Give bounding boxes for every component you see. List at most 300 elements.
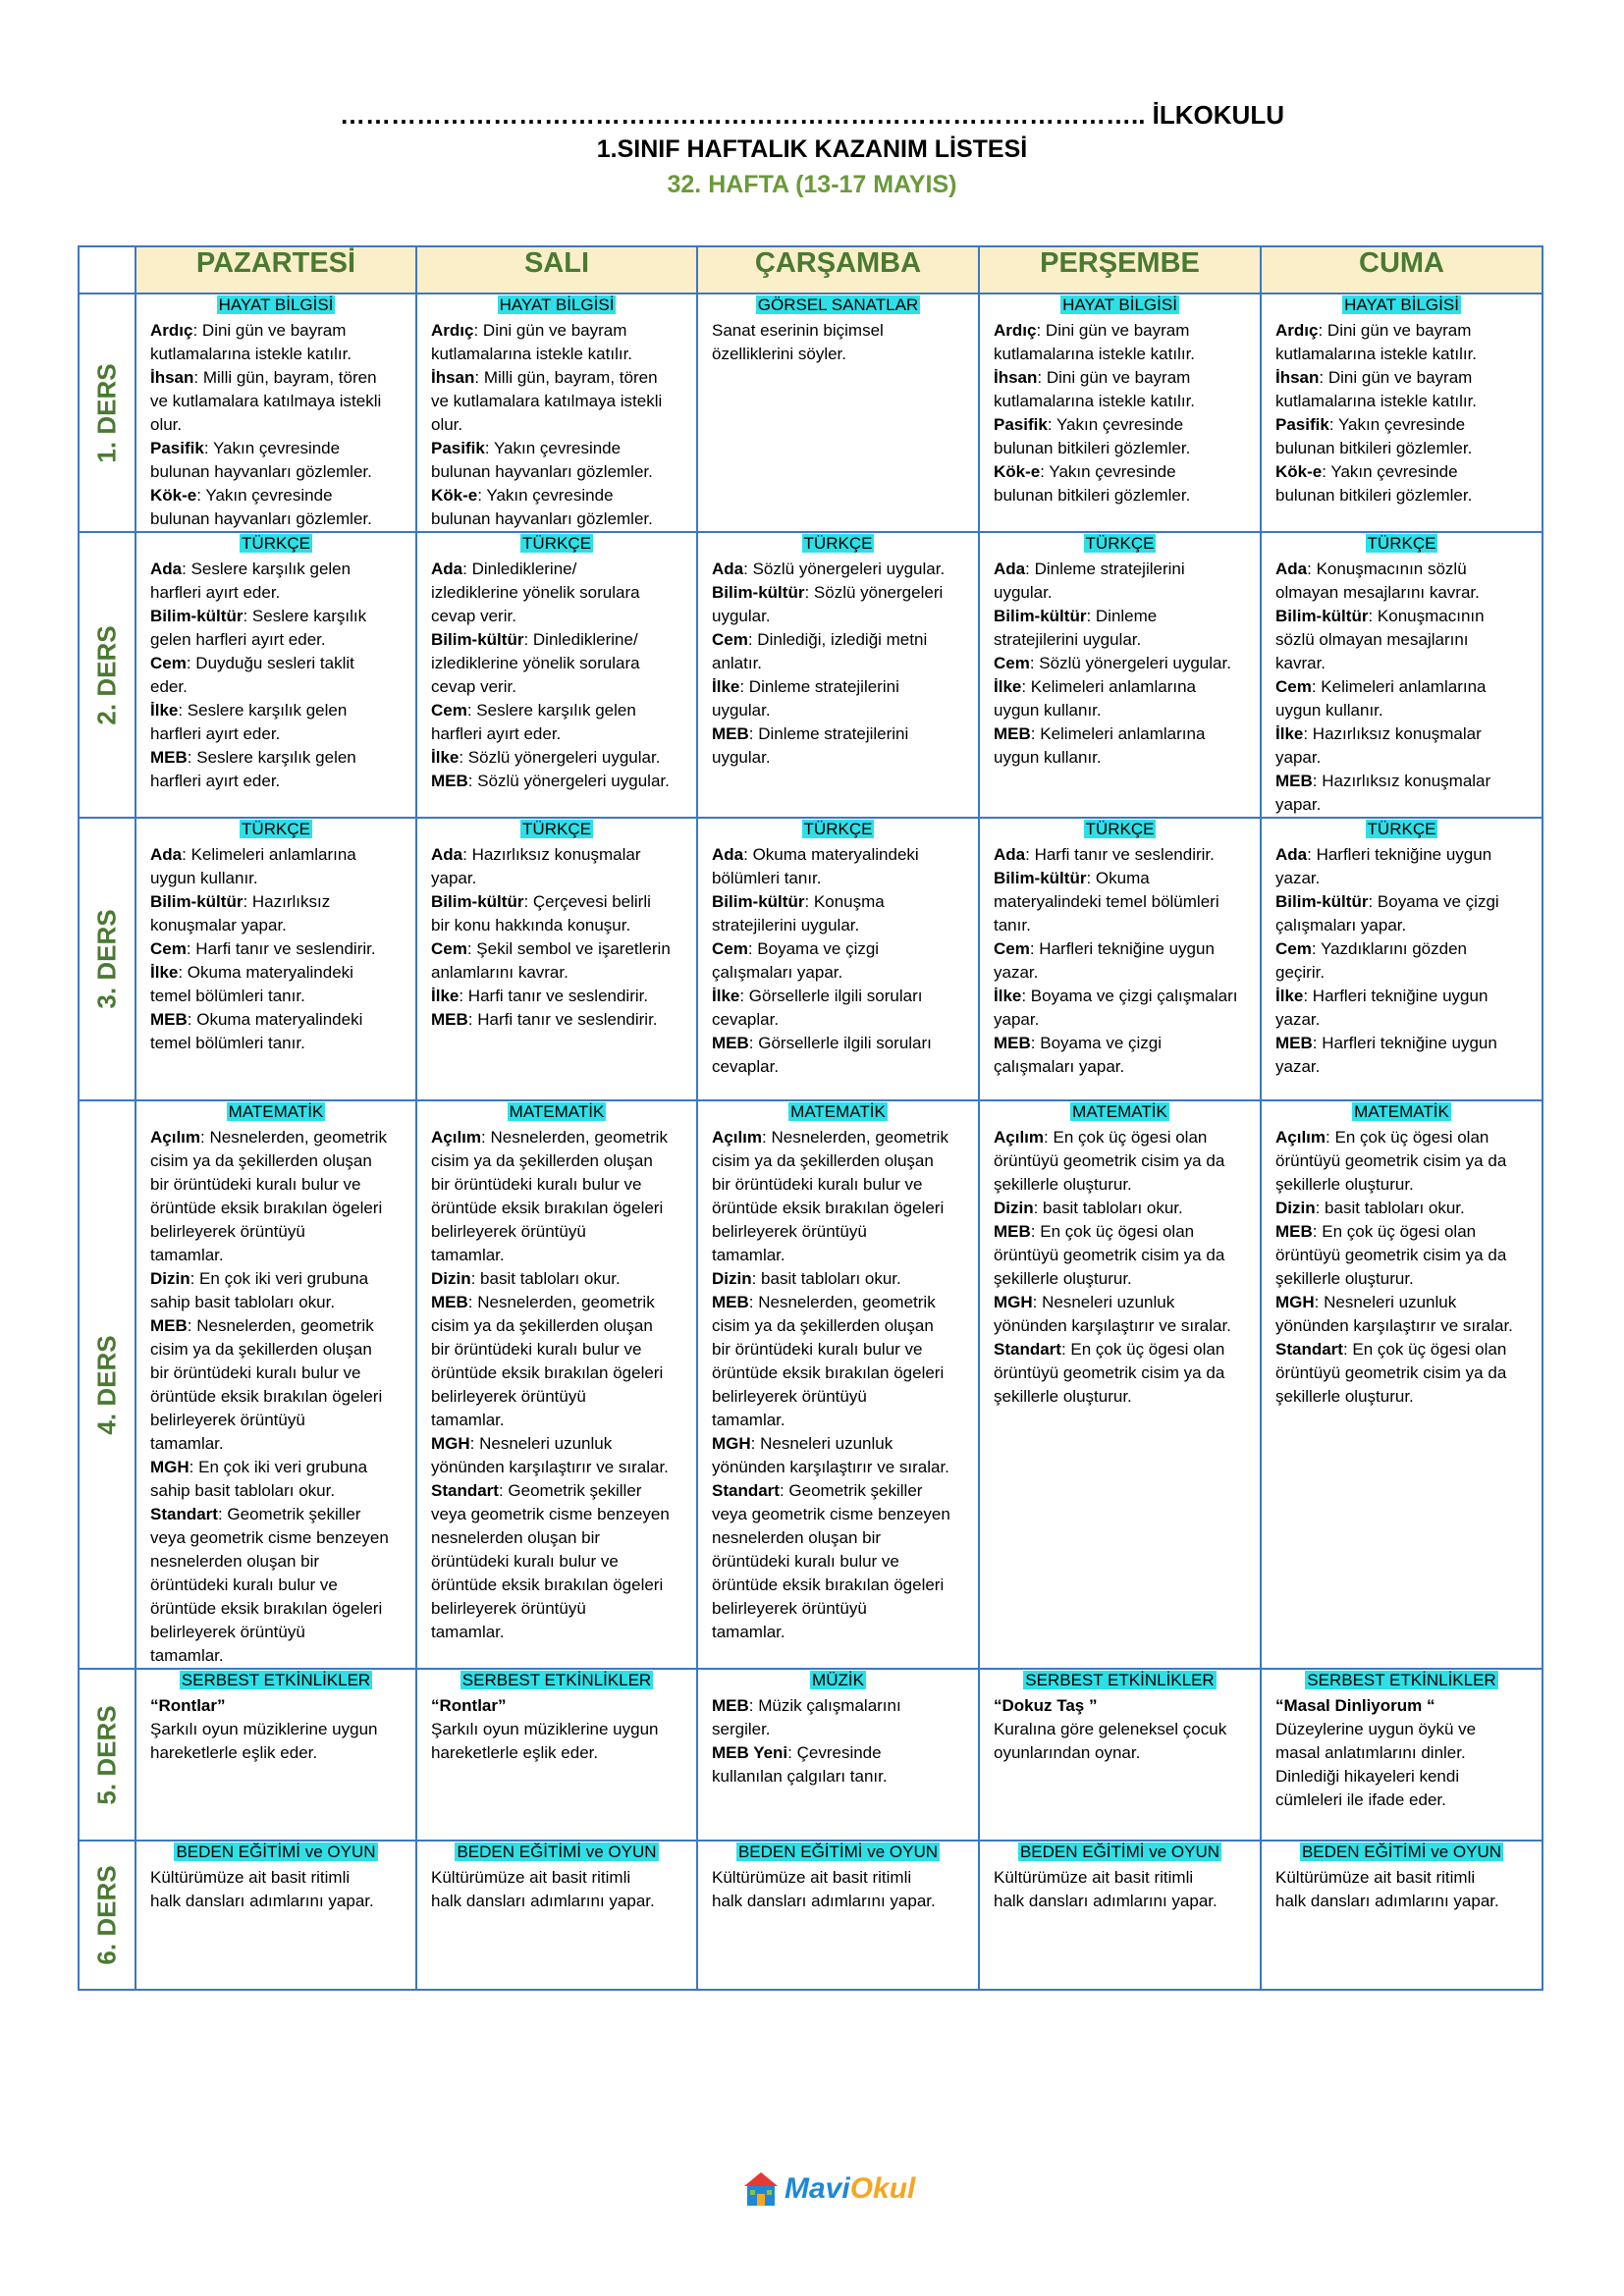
objective-line <box>698 1621 978 1644</box>
source-label: “Dokuz Taş ” <box>994 1696 1098 1715</box>
objective-text: : basit tabloları okur. <box>470 1269 621 1288</box>
objective-text: örüntüde eksik bırakılan ögeleri <box>431 1363 664 1382</box>
objective-text: cevap verir. <box>431 677 516 696</box>
objective-line <box>136 1197 415 1220</box>
objective-line <box>980 1032 1260 1055</box>
lesson-cell <box>135 818 416 1100</box>
objective-line <box>136 1432 415 1456</box>
objective-text: oyunlarından oynar. <box>994 1743 1141 1762</box>
objective-line <box>1262 890 1542 914</box>
objective-line <box>1262 985 1542 1008</box>
objective-text: örüntüde eksik bırakılan ögeleri <box>712 1199 945 1217</box>
subject-heading <box>136 1670 415 1692</box>
source-label: Pasifik <box>431 439 485 457</box>
subject-heading <box>980 533 1260 556</box>
objective-line <box>698 1008 978 1032</box>
objective-line <box>417 1694 696 1718</box>
objective-line <box>136 1866 415 1890</box>
objective-line <box>980 1291 1260 1314</box>
objective-line <box>698 1267 978 1291</box>
objective-line <box>980 437 1260 460</box>
objective-text: örüntüyü geometrik cisim ya da <box>994 1246 1225 1264</box>
objective-line <box>1262 437 1542 460</box>
objective-line <box>136 985 415 1008</box>
objective-text: : Hazırlıksız konuşmalar <box>462 845 641 864</box>
objective-line <box>136 319 415 343</box>
subject-heading <box>698 294 978 317</box>
objective-text: uygun kullanır. <box>994 701 1102 720</box>
objective-text: bulunan bitkileri gözlemler. <box>1275 486 1473 505</box>
objective-text: belirleyerek örüntüyü <box>150 1623 305 1641</box>
objective-text: kutlamalarına istekle katılır. <box>1275 345 1478 363</box>
objective-text: örüntüdeki kuralı bulur ve <box>150 1575 338 1594</box>
subject-label: TÜRKÇE <box>242 534 310 553</box>
objective-text: şekillerle oluşturur. <box>994 1387 1132 1406</box>
objective-line <box>698 1126 978 1149</box>
objective-line <box>136 1291 415 1314</box>
objective-text: : En çok üç ögesi olan <box>1312 1222 1477 1241</box>
source-label: MGH <box>1275 1293 1315 1311</box>
source-label: MEB <box>712 1696 749 1715</box>
objective-text: : Yakın çevresinde <box>484 439 622 457</box>
objective-line <box>136 1173 415 1197</box>
subject-label: MATEMATİK <box>790 1102 886 1121</box>
objective-line <box>1262 914 1542 937</box>
objective-line <box>980 722 1260 746</box>
objective-line <box>698 1574 978 1597</box>
objective-text: : Kelimeleri anlamlarına <box>1021 677 1196 696</box>
lesson-cell <box>416 532 697 818</box>
source-label: MEB <box>150 1316 188 1335</box>
objective-line <box>136 1244 415 1267</box>
subject-label: SERBEST ETKİNLİKLER <box>181 1671 371 1689</box>
objective-text: : Milli gün, bayram, tören <box>193 368 377 387</box>
objective-line <box>1262 460 1542 484</box>
subject-heading <box>1262 819 1542 841</box>
objective-text: Kültürümüze ait basit ritimli <box>1275 1868 1476 1887</box>
objective-line <box>698 843 978 867</box>
objective-text: Sanat eserinin biçimsel <box>712 321 884 340</box>
objective-line <box>417 699 696 722</box>
objective-line <box>1262 843 1542 867</box>
objective-text: harfleri ayırt eder. <box>150 724 281 743</box>
source-label: Bilim-kültür <box>431 630 524 649</box>
objective-line <box>980 1267 1260 1291</box>
subject-label: SERBEST ETKİNLİKLER <box>1307 1671 1496 1689</box>
objective-text: Düzeylerine uygun öykü ve <box>1275 1720 1477 1738</box>
subject-heading <box>417 533 696 556</box>
objective-text: örüntüyü geometrik cisim ya da <box>1275 1246 1507 1264</box>
subject-label: BEDEN EĞİTİMİ ve OYUN <box>737 1842 939 1861</box>
source-label: Bilim-kültür <box>994 607 1087 625</box>
objective-text: yapar. <box>1275 748 1322 767</box>
objective-line <box>1262 1694 1542 1718</box>
objective-text: bir örüntüdeki kuralı bulur ve <box>712 1175 923 1194</box>
objective-text: uygun kullanır. <box>994 748 1102 767</box>
objective-line <box>1262 628 1542 652</box>
source-label: Ada <box>712 560 744 578</box>
objective-line <box>136 1220 415 1244</box>
objective-text: anlatır. <box>712 654 763 672</box>
objective-line <box>417 1890 696 1913</box>
objective-line <box>417 484 696 507</box>
objective-line <box>417 914 696 937</box>
objective-line <box>136 1644 415 1668</box>
lesson-label: 6. DERS <box>91 1865 122 1965</box>
objective-text: cisim ya da şekillerden oluşan <box>431 1151 653 1170</box>
objective-line <box>136 366 415 390</box>
objective-text: : Harfi tanır ve seslendirir. <box>467 1010 658 1029</box>
objective-text: : Nesneleri uzunluk <box>1314 1293 1457 1311</box>
objective-line <box>417 319 696 343</box>
objective-text: nesnelerden oluşan bir <box>712 1528 882 1547</box>
objective-text: : Dinlediklerine/ <box>523 630 638 649</box>
source-label: İhsan <box>994 368 1038 387</box>
objective-text: veya geometrik cisme benzeyen <box>712 1505 950 1523</box>
objective-line <box>698 746 978 770</box>
source-label: Pasifik <box>1275 415 1329 434</box>
lesson-row <box>79 1841 1543 1990</box>
objective-text: : Dinlediklerine/ <box>462 560 577 578</box>
lesson-cell <box>1261 1841 1543 1990</box>
objective-line <box>980 1741 1260 1765</box>
objective-line <box>417 1432 696 1456</box>
objective-line <box>136 460 415 484</box>
objective-line <box>1262 558 1542 581</box>
objective-text: : Sözlü yönergeleri uygular. <box>467 772 670 790</box>
objective-text: çalışmaları yapar. <box>1275 916 1407 934</box>
objective-line <box>136 1409 415 1432</box>
objective-line <box>698 1503 978 1526</box>
objective-text: yazar. <box>1275 1057 1321 1076</box>
objective-line <box>1262 867 1542 890</box>
objective-text: kutlamalarına istekle katılır. <box>431 345 633 363</box>
source-label: Bilim-kültür <box>150 607 244 625</box>
subject-label: HAYAT BİLGİSİ <box>499 295 615 314</box>
objective-text: örüntüde eksik bırakılan ögeleri <box>431 1199 664 1217</box>
objective-line <box>136 937 415 961</box>
subject-label: TÜRKÇE <box>1085 534 1155 553</box>
objective-line <box>136 1621 415 1644</box>
objective-line <box>698 985 978 1008</box>
objective-text: : En çok iki veri grubuna <box>189 1269 369 1288</box>
objective-text: şekillerle oluşturur. <box>1275 1175 1414 1194</box>
subject-heading <box>417 1842 696 1864</box>
subject-heading <box>136 1842 415 1864</box>
objective-line <box>417 390 696 413</box>
subject-heading <box>1262 1842 1542 1864</box>
objective-line <box>417 1362 696 1385</box>
objective-text: bir örüntüdeki kuralı bulur ve <box>431 1340 642 1359</box>
objective-text: örüntüde eksik bırakılan ögeleri <box>712 1575 945 1594</box>
objective-text: : Görsellerle ilgili soruları <box>739 987 923 1005</box>
lesson-label: 5. DERS <box>91 1704 122 1805</box>
lesson-label-cell <box>79 1669 135 1841</box>
source-label: “Rontlar” <box>150 1696 226 1715</box>
objective-line <box>417 1574 696 1597</box>
objective-line <box>980 961 1260 985</box>
objective-line <box>1262 1338 1542 1362</box>
objective-line <box>698 1197 978 1220</box>
objective-line <box>417 437 696 460</box>
objective-line <box>1262 675 1542 699</box>
objective-text: şekillerle oluşturur. <box>1275 1269 1414 1288</box>
source-label: Standart <box>150 1505 218 1523</box>
subject-label: HAYAT BİLGİSİ <box>1344 295 1459 314</box>
source-label: Bilim-kültür <box>1275 892 1369 911</box>
objective-line <box>980 1244 1260 1267</box>
objective-line <box>417 985 696 1008</box>
source-label: MEB <box>431 772 468 790</box>
objective-line <box>698 1409 978 1432</box>
objective-text: : Şekil sembol ve işaretlerin <box>466 939 671 958</box>
objective-line <box>136 1314 415 1338</box>
objective-text: : Geometrik şekiller <box>217 1505 361 1523</box>
objective-text: şekillerle oluşturur. <box>994 1175 1132 1194</box>
objective-text: halk dansları adımlarını yapar. <box>431 1892 655 1910</box>
objective-line <box>1262 1718 1542 1741</box>
objective-text: uygular. <box>994 583 1053 602</box>
objective-line <box>698 628 978 652</box>
objective-text: : Kelimeleri anlamlarına <box>1311 677 1487 696</box>
objective-text: hareketlerle eşlik eder. <box>150 1743 318 1762</box>
school-name: ………………………………………………………………………………….. İLKOKULU <box>340 100 1284 130</box>
objective-text: : Yakın çevresinde <box>196 486 333 505</box>
source-label: Ardıç <box>150 321 193 340</box>
source-label: Bilim-kültür <box>431 892 524 911</box>
objective-text: olmayan mesajlarını kavrar. <box>1275 583 1480 602</box>
objective-text: : Sözlü yönergeleri uygular. <box>1029 654 1231 672</box>
objective-line <box>698 1890 978 1913</box>
objective-text: : En çok üç ögesi olan <box>1044 1128 1208 1147</box>
objective-text: örüntüde eksik bırakılan ögeleri <box>712 1363 945 1382</box>
objective-text: yapar. <box>1275 795 1322 814</box>
objective-line <box>698 319 978 343</box>
objective-line <box>698 699 978 722</box>
objective-line <box>1262 343 1542 366</box>
subject-heading <box>136 1101 415 1124</box>
source-label: İlke <box>994 987 1022 1005</box>
source-label: Pasifik <box>150 439 204 457</box>
objective-line <box>136 1574 415 1597</box>
subject-label: TÜRKÇE <box>803 820 873 838</box>
objective-line <box>980 1866 1260 1890</box>
objective-text: cisim ya da şekillerden oluşan <box>150 1151 372 1170</box>
subject-label: TÜRKÇE <box>522 534 591 553</box>
page-header <box>0 98 1624 202</box>
objective-line <box>1262 1244 1542 1267</box>
source-label: Bilim-kültür <box>150 892 244 911</box>
objective-text: : Çevresinde <box>787 1743 882 1762</box>
objective-text: belirleyerek örüntüyü <box>712 1387 867 1406</box>
objective-line <box>417 1503 696 1526</box>
source-label: İlke <box>994 677 1022 696</box>
objective-line <box>417 1479 696 1503</box>
objective-line <box>980 675 1260 699</box>
lesson-row <box>79 1669 1543 1841</box>
lesson-cell <box>416 1841 697 1990</box>
subject-label: TÜRKÇE <box>803 534 873 553</box>
objective-text: bir örüntüdeki kuralı bulur ve <box>431 1175 642 1194</box>
source-label: İlke <box>712 987 740 1005</box>
objective-line <box>417 1244 696 1267</box>
objective-line <box>136 1032 415 1055</box>
lesson-cell <box>979 818 1261 1100</box>
subject-heading <box>417 1101 696 1124</box>
objective-line <box>417 770 696 793</box>
objective-text: sahip basit tabloları okur. <box>150 1481 336 1500</box>
objective-text: uygun kullanır. <box>150 869 258 887</box>
objective-text: temel bölümleri tanır. <box>150 987 305 1005</box>
objective-text: çalışmaları yapar. <box>994 1057 1125 1076</box>
objective-text: yazar. <box>1275 869 1321 887</box>
objective-text: : Okuma materyalindeki <box>187 1010 363 1029</box>
objective-text: bölümleri tanır. <box>712 869 822 887</box>
objective-line <box>136 699 415 722</box>
objective-line <box>698 1550 978 1574</box>
lesson-label: 2. DERS <box>91 624 122 725</box>
objective-text: örüntüde eksik bırakılan ögeleri <box>150 1387 383 1406</box>
objective-line <box>136 770 415 793</box>
source-label: Cem <box>1275 939 1312 958</box>
source-label: MEB <box>994 1034 1031 1052</box>
objective-text: : Seslere karşılık gelen <box>182 560 352 578</box>
subject-heading <box>698 1101 978 1124</box>
objective-line <box>698 343 978 366</box>
objective-line <box>417 1173 696 1197</box>
objective-line <box>1262 1866 1542 1890</box>
source-label: Bilim-kültür <box>1275 607 1369 625</box>
objective-text: tamamlar. <box>150 1646 224 1665</box>
objective-line <box>136 1362 415 1385</box>
objective-text: : basit tabloları okur. <box>1315 1199 1465 1217</box>
day-header: ÇARŞAMBA <box>697 246 979 294</box>
objective-line <box>1262 1741 1542 1765</box>
source-label: Cem <box>150 939 187 958</box>
objective-line <box>1262 581 1542 605</box>
objective-text: cisim ya da şekillerden oluşan <box>431 1316 653 1335</box>
objective-text: bir konu hakkında konuşur. <box>431 916 631 934</box>
objective-text: yönünden karşılaştırır ve sıralar. <box>712 1458 949 1476</box>
logo-text: MaviOkul <box>785 2172 916 2205</box>
subject-label: TÜRKÇE <box>522 820 591 838</box>
objective-text: kavrar. <box>1275 654 1326 672</box>
objective-line <box>417 722 696 746</box>
objective-text: stratejilerini uygular. <box>994 630 1142 649</box>
source-label: MGH <box>150 1458 189 1476</box>
objective-text: uygular. <box>712 701 771 720</box>
objective-text: : Yazdıklarını gözden <box>1311 939 1467 958</box>
objective-line <box>980 985 1260 1008</box>
objective-text: : Nesneleri uzunluk <box>750 1434 893 1453</box>
source-label: İlke <box>431 748 460 767</box>
objective-line <box>136 1890 415 1913</box>
source-label: Standart <box>712 1481 780 1500</box>
school-house-icon <box>741 2169 781 2209</box>
objective-line <box>980 460 1260 484</box>
objective-line <box>1262 793 1542 817</box>
source-label: “Rontlar” <box>431 1696 507 1715</box>
subject-heading <box>980 1670 1260 1692</box>
objective-line <box>980 1173 1260 1197</box>
subject-label: MATEMATİK <box>509 1102 605 1121</box>
lesson-cell <box>1261 294 1543 532</box>
objective-text: : Boyama ve çizgi çalışmaları <box>1021 987 1238 1005</box>
objective-line <box>1262 722 1542 746</box>
objective-line <box>698 1385 978 1409</box>
objective-text: sergiler. <box>712 1720 771 1738</box>
objective-text: : Dini gün ve bayram <box>1036 321 1190 340</box>
objective-line <box>1262 1291 1542 1314</box>
source-label: Dizin <box>150 1269 190 1288</box>
source-label: Cem <box>150 654 187 672</box>
objective-line <box>698 1032 978 1055</box>
objective-line <box>1262 1385 1542 1409</box>
objective-text: Dinlediği hikayeleri kendi <box>1275 1767 1460 1786</box>
objective-text: : Görsellerle ilgili soruları <box>748 1034 932 1052</box>
objective-line <box>980 890 1260 914</box>
lesson-cell <box>416 1100 697 1669</box>
subject-label: MATEMATİK <box>1354 1102 1449 1121</box>
day-header: PAZARTESİ <box>135 246 416 294</box>
objective-text: hareketlerle eşlik eder. <box>431 1743 599 1762</box>
objective-line <box>136 507 415 531</box>
objective-text: : Hazırlıksız konuşmalar <box>1303 724 1482 743</box>
objective-line <box>1262 1055 1542 1079</box>
objective-text: bulunan bitkileri gözlemler. <box>994 439 1191 457</box>
objective-text: temel bölümleri tanır. <box>150 1034 305 1052</box>
objective-text: : Kelimeleri anlamlarına <box>182 845 356 864</box>
lesson-cell <box>979 1669 1261 1841</box>
source-label: Ardıç <box>431 321 474 340</box>
objective-line <box>1262 413 1542 437</box>
objective-text: : Konuşmacının <box>1368 607 1485 625</box>
source-label: Cem <box>994 939 1030 958</box>
objective-line <box>698 1291 978 1314</box>
objective-text: geçirir. <box>1275 963 1326 982</box>
source-label: MEB <box>712 724 749 743</box>
objective-text: ve kutlamalara katılmaya istekli <box>150 392 382 410</box>
objective-text: : Nesnelerden, geometrik <box>187 1316 374 1335</box>
source-label: Açılım <box>994 1128 1045 1147</box>
objective-text: Kültürümüze ait basit ritimli <box>150 1868 351 1887</box>
subject-label: BEDEN EĞİTİMİ ve OYUN <box>457 1842 657 1861</box>
objective-line <box>417 1456 696 1479</box>
objective-text: bulunan hayvanları gözlemler. <box>150 462 372 481</box>
objective-line <box>698 1718 978 1741</box>
objective-line <box>136 1267 415 1291</box>
objective-text: örüntüdeki kuralı bulur ve <box>712 1552 899 1571</box>
lesson-cell <box>135 532 416 818</box>
objective-line <box>417 1267 696 1291</box>
objective-text: tamamlar. <box>150 1246 224 1264</box>
objective-line <box>136 1741 415 1765</box>
source-label: MEB <box>1275 772 1313 790</box>
objective-text: : Yakın çevresinde <box>1328 415 1466 434</box>
lesson-cell <box>1261 1669 1543 1841</box>
objective-line <box>136 746 415 770</box>
source-label: Dizin <box>712 1269 752 1288</box>
objective-text: cümleleri ile ifade eder. <box>1275 1790 1446 1809</box>
objective-line <box>136 914 415 937</box>
subject-heading <box>980 294 1260 317</box>
objective-text: uygun kullanır. <box>1275 701 1383 720</box>
source-label: MEB <box>1275 1222 1313 1241</box>
objective-text: : Hazırlıksız <box>243 892 331 911</box>
objective-text: belirleyerek örüntüyü <box>431 1599 586 1618</box>
objective-line <box>417 1741 696 1765</box>
objective-text: harfleri ayırt eder. <box>150 583 281 602</box>
